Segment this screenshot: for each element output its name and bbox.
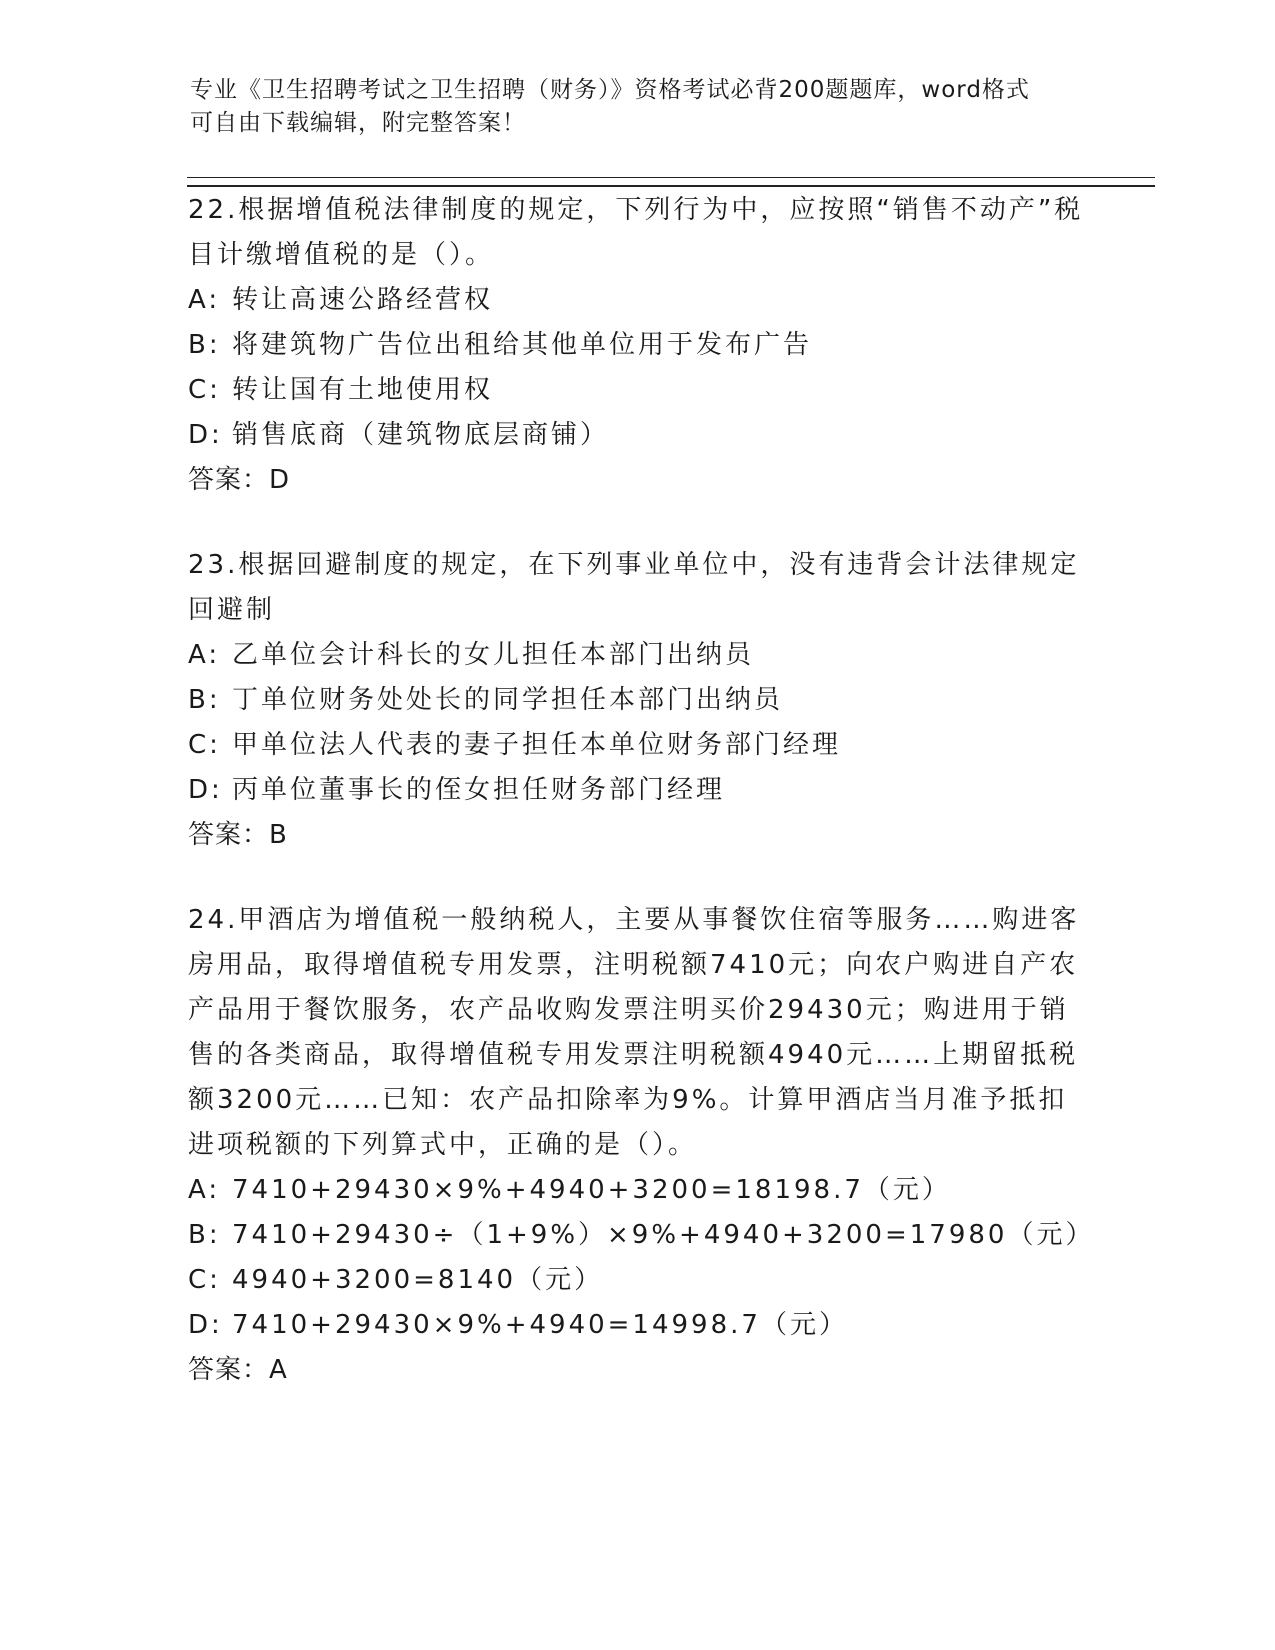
question-list: [188, 188, 1095, 1433]
option-d: [188, 413, 1088, 458]
page-header: [190, 74, 1090, 140]
option-label: A:: [188, 1175, 221, 1205]
option-text: 转让国有土地使用权: [232, 375, 494, 405]
question-stem: 24.甲酒店为增值税一般纳税人，主要从事餐饮住宿等服务……购进客房用品，取得增值税专用发票，注明税额7410元；向农户购进自产农产品用于餐饮服务，农产品收购发票注明买价29430元；购进用于销售的各类商品，取得增值税专用发票注明税额4940元……上期留抵税额3200元……已知：农产品扣除率为9%。计算甲酒店当月准予抵扣进项税额的下列算式中，正确的是（）。: [188, 905, 1080, 1160]
option-c: [188, 723, 1088, 768]
option-label: D:: [188, 775, 223, 805]
option-text: 丁单位财务处处长的同学担任本部门出纳员: [232, 685, 784, 715]
option-label: C:: [188, 730, 221, 760]
option-text: 7410+29430×9%+4940+3200=18198.7（元）: [232, 1175, 951, 1205]
question-stem: 23.根据回避制度的规定，在下列事业单位中，没有违背会计法律规定回避制: [188, 550, 1080, 625]
option-b: [188, 678, 1088, 723]
option-text: 销售底商（建筑物底层商铺）: [232, 420, 610, 450]
option-c: [188, 368, 1088, 413]
answer: 答案：B: [188, 820, 288, 850]
option-d: [188, 768, 1088, 813]
option-label: D:: [188, 420, 223, 450]
option-text: 甲单位法人代表的妻子担任本单位财务部门经理: [232, 730, 842, 760]
answer: 答案：A: [188, 1355, 288, 1385]
option-label: B:: [188, 330, 221, 360]
header-divider: [187, 177, 1155, 187]
option-label: B:: [188, 1220, 221, 1250]
header-line-2: 可自由下载编辑，附完整答案！: [190, 110, 526, 136]
option-label: A:: [188, 285, 221, 315]
question-stem: 22.根据增值税法律制度的规定，下列行为中，应按照“销售不动产”税目计缴增值税的是（）。: [188, 195, 1084, 270]
option-b: [188, 1213, 1095, 1258]
question-24: [188, 898, 1095, 1393]
option-text: 丙单位董事长的侄女担任财务部门经理: [232, 775, 726, 805]
option-b: [188, 323, 1088, 368]
option-a: [188, 1168, 1088, 1213]
option-text: 7410+29430×9%+4940=14998.7（元）: [232, 1310, 848, 1340]
option-text: 转让高速公路经营权: [232, 285, 494, 315]
option-c: [188, 1258, 1088, 1303]
option-text: 7410+29430÷（1+9%）×9%+4940+3200=17980（元）: [232, 1220, 1095, 1250]
question-22: [188, 188, 1088, 503]
answer: 答案：D: [188, 465, 291, 495]
option-text: 乙单位会计科长的女儿担任本部门出纳员: [232, 640, 755, 670]
header-line-1: 专业《卫生招聘考试之卫生招聘（财务）》资格考试必背200题题库，word格式: [190, 77, 1030, 103]
option-text: 将建筑物广告位出租给其他单位用于发布广告: [232, 330, 813, 360]
option-d: [188, 1303, 1088, 1348]
option-label: C:: [188, 1265, 221, 1295]
option-a: [188, 278, 1088, 323]
option-label: A:: [188, 640, 221, 670]
option-text: 4940+3200=8140（元）: [232, 1265, 604, 1295]
option-label: D:: [188, 1310, 223, 1340]
question-23: [188, 543, 1088, 858]
option-label: B:: [188, 685, 221, 715]
option-label: C:: [188, 375, 221, 405]
option-a: [188, 633, 1088, 678]
